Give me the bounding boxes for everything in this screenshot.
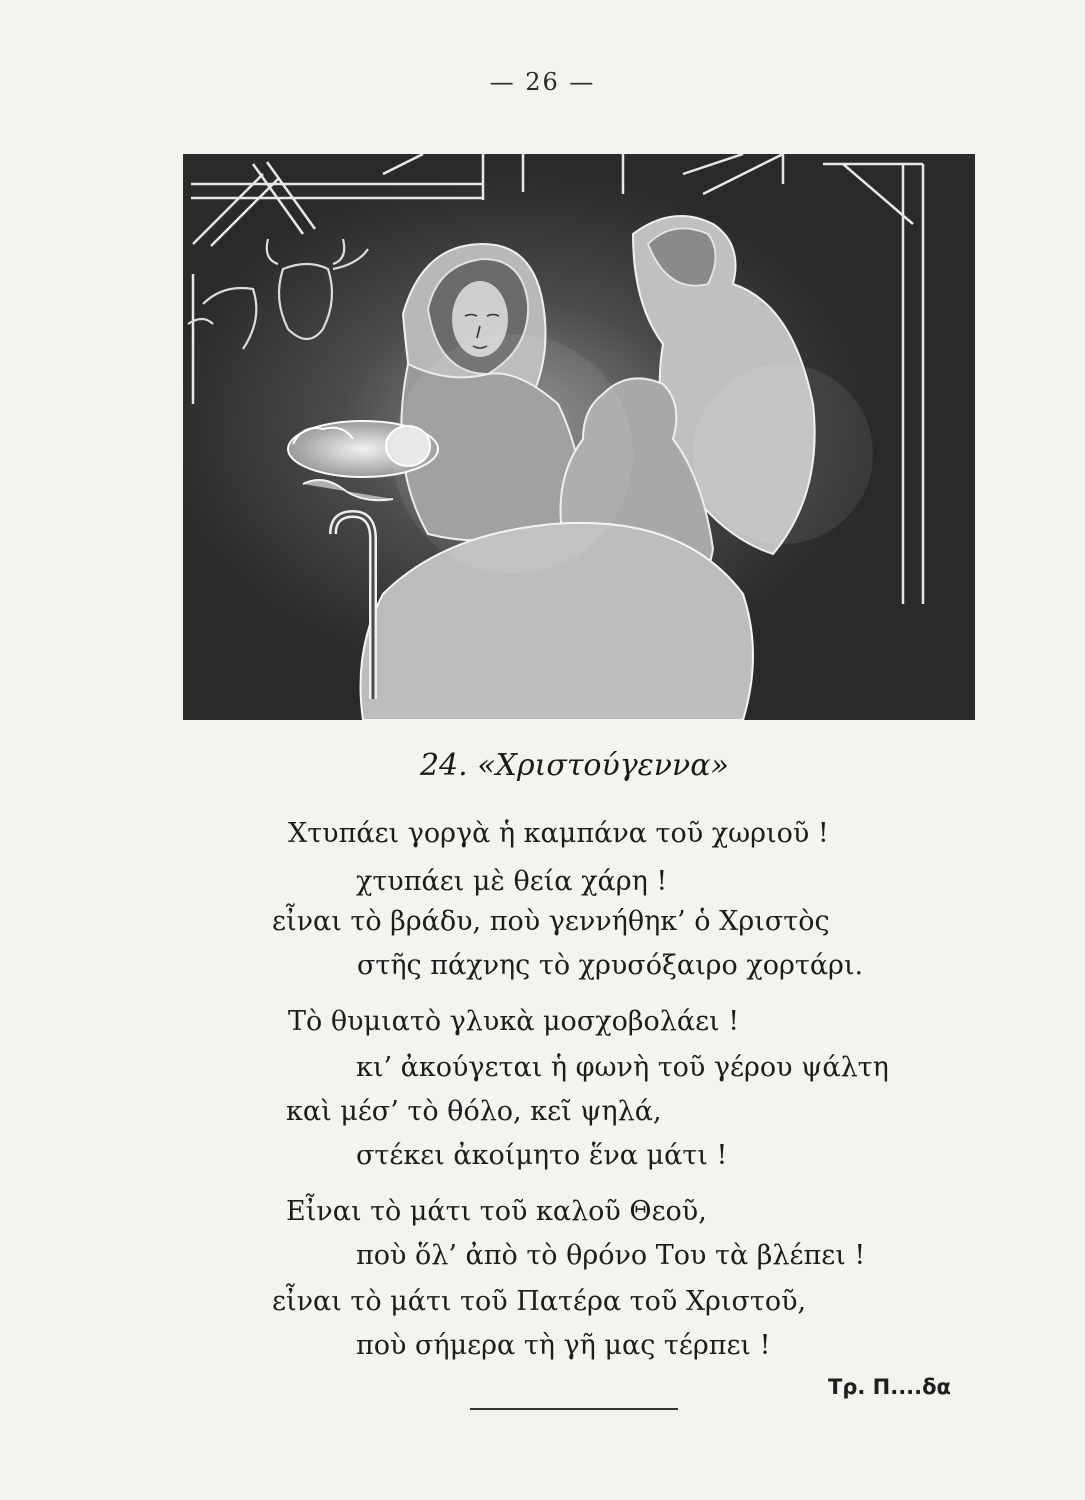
poem-line: στέκει ἀκοίμητο ἕνα μάτι ! xyxy=(356,1140,728,1171)
poem-line: χτυπάει μὲ θεία χάρη ! xyxy=(356,866,668,897)
closing-rule xyxy=(470,1408,678,1410)
poem-line: Εἶναι τὸ μάτι τοῦ καλοῦ Θεοῦ, xyxy=(286,1196,707,1227)
poem-line: στῆς πάχνης τὸ χρυσόξαιρο χορτάρι. xyxy=(357,950,864,981)
page-number: — 26 — xyxy=(489,68,596,96)
poem-line: Χτυπάει γοργὰ ἡ καμπάνα τοῦ χωριοῦ ! xyxy=(288,818,829,849)
poem-line: Τὸ θυμιατὸ γλυκὰ μοσχοβολάει ! xyxy=(288,1006,740,1037)
poem-line: εἶναι τὸ μάτι τοῦ Πατέρα τοῦ Χριστοῦ, xyxy=(272,1286,807,1317)
poem-line: εἶναι τὸ βράδυ, ποὺ γεννήθηκ’ ὁ Χριστὸς xyxy=(272,906,830,937)
author-signature: Τρ. Π....δα xyxy=(828,1375,951,1399)
nativity-drawing xyxy=(183,154,975,720)
nativity-illustration xyxy=(183,154,975,720)
poem-line: κι’ ἀκούγεται ἡ φωνὴ τοῦ γέρου ψάλτη xyxy=(356,1052,889,1083)
poem-line: ποὺ ὅλ’ ἀπὸ τὸ θρόνο Του τὰ βλέπει ! xyxy=(356,1240,866,1271)
poem-line: ποὺ σήμερα τὴ γῆ μας τέρπει ! xyxy=(356,1330,771,1361)
poem-line: καὶ μέσ’ τὸ θόλο, κεῖ ψηλά, xyxy=(286,1096,662,1127)
poem-title: 24. «Χριστούγεννα» xyxy=(420,748,729,783)
